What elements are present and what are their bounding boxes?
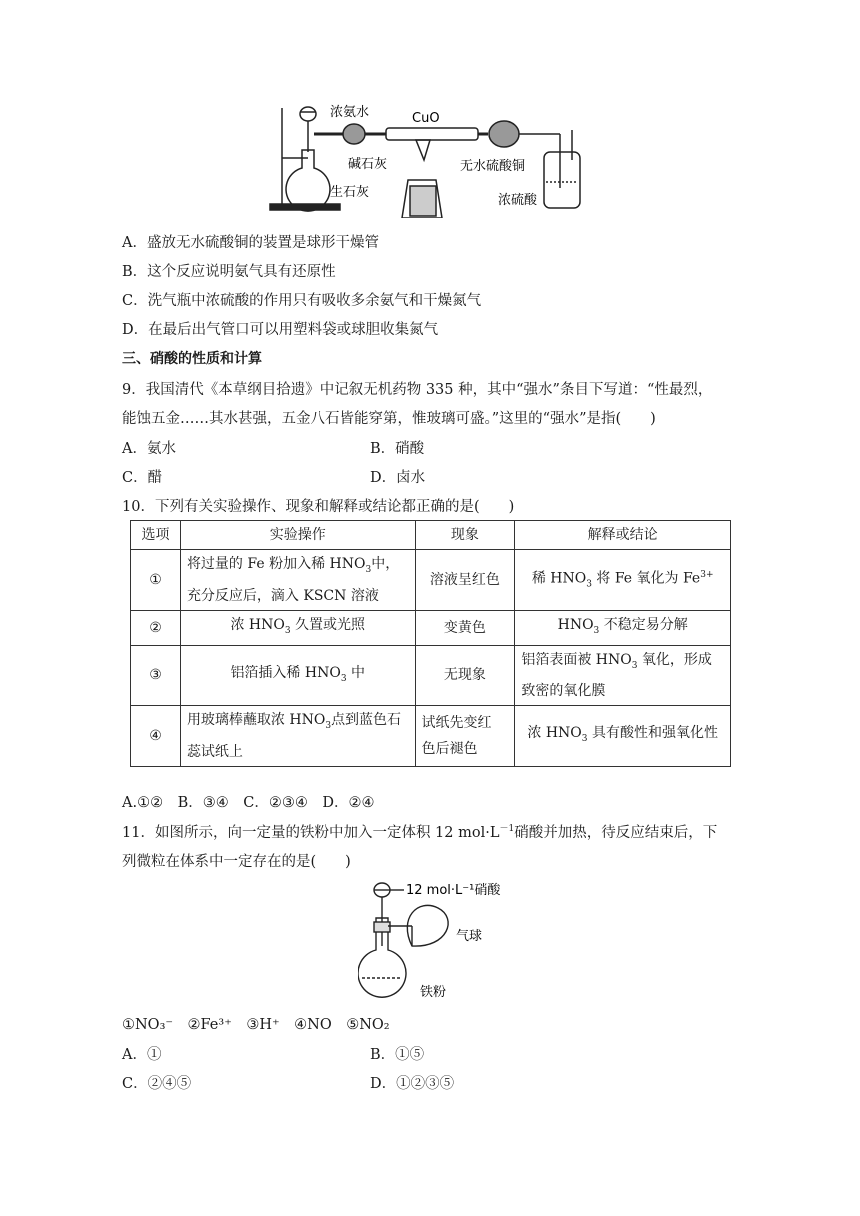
q9-option-c: C．醋 [122,470,163,486]
conclusion-text: 不稳定易分解 [599,616,688,633]
header-operation: 实验操作 [180,521,415,550]
label-nitric-acid: 12 mol·L⁻¹硝酸 [406,883,501,898]
q8-option-a: A．盛放无水硫酸铜的装置是球形干燥管 [122,235,379,251]
q10-table [130,520,731,767]
q11-option-d: D．①②③⑤ [370,1076,455,1092]
q11-option-b: B．①⑤ [370,1047,425,1063]
conclusion-text: 稀 HNO [531,570,587,587]
operation-text: 点到蓝色石 [331,712,402,729]
label-h2so4: 浓硫酸 [498,193,538,208]
conclusion-cell [515,550,731,611]
conclusion-cell [515,706,731,767]
label-soda-lime: 碱石灰 [348,157,388,172]
subscript: 3 [586,579,592,590]
table-row [131,610,731,645]
phenomenon-text: 试纸先变红 [421,715,492,732]
subscript: 3 [325,721,332,732]
q10-stem: 10．下列有关实验操作、现象和解释或结论都正确的是( ) [122,499,515,515]
conclusion-cell [515,645,731,706]
subscript: 3 [340,673,347,684]
header-conclusion: 解释或结论 [515,521,731,550]
q11-text: 硝酸并加热，待反应结束后，下 [514,825,718,841]
subscript: 3 [631,660,638,671]
q9-option-b: B．硝酸 [370,441,425,457]
row-number: ② [131,610,181,645]
table-row [131,706,731,767]
operation-text: 将过量的 Fe 粉加入稀 HNO [186,556,366,572]
operation-text: 充分反应后，滴入 KSCN 溶液 [186,587,379,604]
operation-text: 浓 HNO [230,616,285,633]
phenomenon-text: 色后褪色 [421,741,478,758]
q11-species: ①NO₃⁻ ②Fe³⁺ ③H⁺ ④NO ⑤NO₂ [122,1017,390,1033]
q11-option-a: A．① [122,1047,162,1063]
q9-stem-line1: 9．我国清代《本草纲目拾遗》中记叙无机药物 335 种，其中“强水”条目下写道：“性最烈， [122,382,713,398]
apparatus-figure-1 [268,100,588,218]
q9-stem-line2: 能蚀五金……其水甚强，五金八石皆能穿第，惟玻璃可盛。”这里的“强水”是指( ) [122,411,656,427]
q11-option-c: C．②④⑤ [122,1076,192,1092]
label-balloon: 气球 [456,929,483,944]
q9-option-a: A．氨水 [122,441,176,457]
phenomenon-cell [415,706,515,767]
row-number: ① [131,550,181,611]
superscript: 3+ [700,570,714,581]
q10-answers: A.①② B．③④ C．②③④ D．②④ [122,795,375,811]
conclusion-text: HNO [557,616,594,633]
q11-text: 11．如图所示，向一定量的铁粉中加入一定体积 12 mol·L [122,825,500,841]
apparatus-figure-2 [358,878,508,1008]
operation-cell [180,610,415,645]
label-cuso4: 无水硫酸铜 [460,159,526,174]
header-phenomenon: 现象 [415,521,515,550]
conclusion-text: 浓 HNO [527,725,582,742]
label-iron-powder: 铁粉 [420,985,447,1000]
row-number: ③ [131,645,181,706]
q8-option-d: D．在最后出气管口可以用塑料袋或球胆收集氮气 [122,322,439,338]
operation-text: 铝箔插入稀 HNO [230,664,341,681]
q8-option-c: C．洗气瓶中浓硫酸的作用只有吸收多余氨气和干燥氮气 [122,293,482,309]
q9-option-d: D．卤水 [370,470,426,486]
table-header-row [131,521,731,550]
section-title: 三、硝酸的性质和计算 [122,351,262,367]
table-row [131,550,731,611]
conclusion-cell [515,610,731,645]
subscript: 3 [593,625,600,636]
operation-cell [180,706,415,767]
q8-option-b: B．这个反应说明氨气具有还原性 [122,264,336,280]
conclusion-text: 将 Fe 氧化为 Fe [591,570,701,587]
operation-text: 蕊试纸上 [186,744,243,761]
label-cuo: CuO [412,111,440,126]
operation-cell [180,645,415,706]
phenomenon-cell: 溶液呈红色 [415,550,515,611]
superscript: －1 [499,824,515,835]
header-option: 选项 [131,521,181,550]
operation-text: 久置或光照 [290,616,366,633]
subscript: 3 [581,734,588,745]
label-ammonia: 浓氨水 [330,105,370,120]
conclusion-text: 致密的氧化膜 [521,683,606,700]
conclusion-text: 铝箔表面被 HNO [521,651,632,668]
phenomenon-cell: 变黄色 [415,610,515,645]
subscript: 3 [284,625,291,636]
operation-text: 中 [346,664,366,681]
label-quicklime: 生石灰 [330,185,370,200]
q11-stem-line1 [122,821,717,842]
conclusion-text: 氧化，形成 [637,651,712,668]
operation-text: 中， [371,556,400,572]
table-row [131,645,731,706]
operation-cell [180,550,415,611]
row-number: ④ [131,706,181,767]
conclusion-text: 具有酸性和强氧化性 [587,725,718,742]
phenomenon-cell: 无现象 [415,645,515,706]
operation-text: 用玻璃棒蘸取浓 HNO [186,712,326,729]
subscript: 3 [365,564,372,575]
q11-stem-line2: 列微粒在体系中一定存在的是( ) [122,854,351,870]
